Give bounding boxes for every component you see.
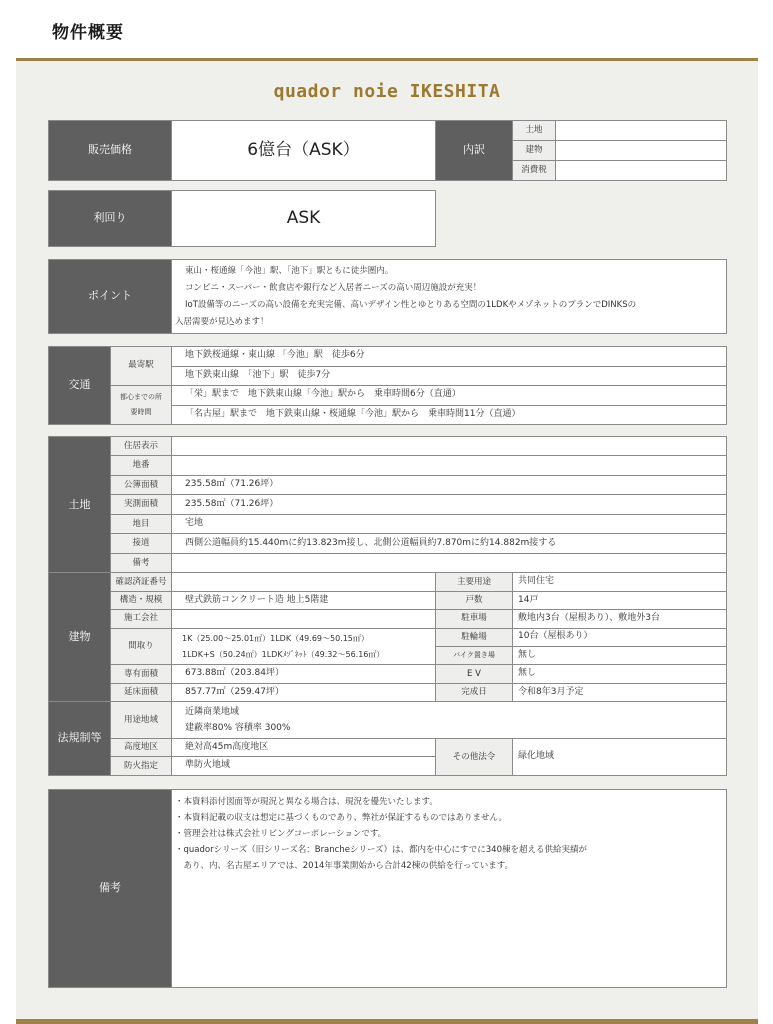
building-bike-label: 駐輪場 [436, 628, 513, 646]
building-exclusive-label: 専有面積 [111, 665, 172, 683]
building-use-label: 主要用途 [436, 573, 513, 591]
transport-table [48, 346, 727, 425]
breakdown-tax-label: 消費税 [513, 161, 556, 181]
city-access-1: 「栄」駅まで 地下鉄東山線「今池」駅から 乗車時間6分（直通） [172, 386, 727, 406]
building-moto-value: 無し [513, 647, 727, 665]
property-name: quador noie IKESHITA [273, 81, 501, 102]
city-time-label-line: 都心までの所 [120, 392, 162, 401]
building-moto-label: バイク置き場 [436, 647, 513, 665]
nearest-station-2: 地下鉄東山線 「池下」駅 徒歩7分 [172, 366, 727, 386]
zone-line: 近隣商業地域 [185, 707, 240, 718]
land-row-label: 備考 [111, 553, 172, 572]
breakdown-label: 内訳 [436, 121, 513, 181]
land-row-value [172, 456, 727, 475]
building-parking-value: 敷地内3台（屋根あり）、敷地外3台 [513, 610, 727, 628]
nearest-station-1: 地下鉄桜通線・東山線 「今池」駅 徒歩6分 [172, 347, 727, 367]
building-bike-value: 10台（屋根あり） [513, 628, 727, 646]
page-title: 物件概要 [52, 23, 124, 43]
zone-line: 建蔽率80% 容積率 300% [185, 723, 291, 734]
breakdown-building-value [556, 141, 727, 161]
remark-line: ・本資料添付図面等が現況と異なる場合は、現況を優先いたします。 [175, 797, 438, 807]
breakdown-building-label: 建物 [513, 141, 556, 161]
point-line: 入居需要が見込めます！ [175, 316, 269, 327]
points-text [172, 260, 727, 334]
price-label: 販売価格 [49, 121, 172, 181]
land-row-label: 公簿面積 [111, 475, 172, 494]
remarks-table [48, 789, 727, 988]
details-table [48, 436, 727, 776]
remark-line: あり、内、名古屋エリアでは、2014年事業開始から合計42棟の供給を行っています。 [175, 861, 514, 871]
yield-label: 利回り [49, 191, 172, 247]
building-complete-value: 令和8年3月予定 [513, 683, 727, 701]
land-row-label: 地番 [111, 456, 172, 475]
price-table [48, 120, 727, 181]
breakdown-land-label: 土地 [513, 121, 556, 141]
zone-value [172, 702, 727, 739]
layout-line: 1LDK+S（50.24㎡）1LDKﾒｿﾞﾈｯﾄ（49.32～56.16㎡） [182, 649, 385, 659]
building-contractor-label: 施工会社 [111, 610, 172, 628]
building-total-value: 857.77㎡（259.47坪） [172, 683, 436, 701]
building-layout-value [172, 628, 436, 665]
building-contractor-value [172, 610, 436, 628]
building-structure-value: 壁式鉄筋コンクリート造 地上5階建 [172, 591, 436, 609]
height-district-value: 絶対高45m高度地区 [172, 739, 436, 757]
building-layout-label: 間取り [111, 628, 172, 665]
other-laws-label: その他法令 [436, 739, 513, 776]
fire-zone-label: 防火指定 [111, 757, 172, 776]
city-access-2: 「名古屋」駅まで 地下鉄東山線・桜通線「今池」駅から 乗車時間11分（直通） [172, 405, 727, 425]
regulations-label: 法規制等 [49, 702, 111, 776]
land-row-value: 西側公道幅員約15.440mに約13.823m接し、北側公道幅員約7.870mに約14.882m接する [172, 534, 727, 553]
land-row-value: 235.58㎡（71.26坪） [172, 495, 727, 514]
zone-label: 用途地域 [111, 702, 172, 739]
building-cert-value [172, 573, 436, 591]
nearest-station-label: 最寄駅 [111, 347, 172, 386]
remark-line: ・quadorシリーズ（旧シリーズ名：Brancheシリーズ）は、都内を中心にすでに340棟を超える供給実績が [175, 845, 588, 855]
points-table [48, 259, 727, 334]
land-row-value [172, 437, 727, 456]
building-label: 建物 [49, 573, 111, 702]
layout-line: 1K（25.00～25.01㎡）1LDK（49.69～50.15㎡） [182, 633, 369, 643]
city-time-label-line: 要時間 [130, 408, 152, 416]
breakdown-land-value [556, 121, 727, 141]
building-units-value: 14戸 [513, 591, 727, 609]
points-label: ポイント [49, 260, 172, 334]
remarks-text [172, 790, 727, 988]
building-parking-label: 駐車場 [436, 610, 513, 628]
remark-line: ・管理会社は株式会社リビングコーポレーションです。 [175, 829, 387, 839]
building-ev-label: E V [436, 665, 513, 683]
land-row-label: 地目 [111, 514, 172, 533]
yield-value: ASK [172, 191, 436, 247]
land-row-label: 住居表示 [111, 437, 172, 456]
city-time-label [111, 386, 172, 425]
building-cert-label: 確認済証番号 [111, 573, 172, 591]
building-complete-label: 完成日 [436, 683, 513, 701]
land-row-value [172, 553, 727, 572]
building-units-label: 戸数 [436, 591, 513, 609]
land-label: 土地 [49, 437, 111, 573]
breakdown-tax-value [556, 161, 727, 181]
other-laws-value: 緑化地域 [513, 739, 727, 776]
land-row-label: 実測面積 [111, 495, 172, 514]
point-line: 東山・桜通線「今池」駅、「池下」駅ともに徒歩圏内。 [185, 265, 394, 276]
building-ev-value: 無し [513, 665, 727, 683]
building-total-label: 延床面積 [111, 683, 172, 701]
remarks-label: 備考 [49, 790, 172, 988]
point-line: IoT設備等のニーズの高い設備を充実完備、高いデザイン性とゆとりある空間の1LDKやメゾネットのプランでDINKSの [185, 299, 637, 310]
yield-table [48, 190, 436, 247]
land-row-value: 235.58㎡（71.26坪） [172, 475, 727, 494]
land-row-label: 接道 [111, 534, 172, 553]
building-exclusive-value: 673.88㎡（203.84坪） [172, 665, 436, 683]
point-line: コンビニ・スーパー・飲食店や銀行など入居者ニーズの高い周辺施設が充実！ [185, 282, 482, 293]
price-value: 6億台（ASK） [172, 121, 436, 181]
bottom-rule [16, 1019, 758, 1024]
building-use-value: 共同住宅 [513, 573, 727, 591]
height-district-label: 高度地区 [111, 739, 172, 757]
building-structure-label: 構造・規模 [111, 591, 172, 609]
transport-label: 交通 [49, 347, 111, 425]
fire-zone-value: 準防火地域 [172, 757, 436, 776]
land-row-value: 宅地 [172, 514, 727, 533]
remark-line: ・本資料記載の収支は想定に基づくものであり、弊社が保証するものではありません。 [175, 813, 508, 823]
